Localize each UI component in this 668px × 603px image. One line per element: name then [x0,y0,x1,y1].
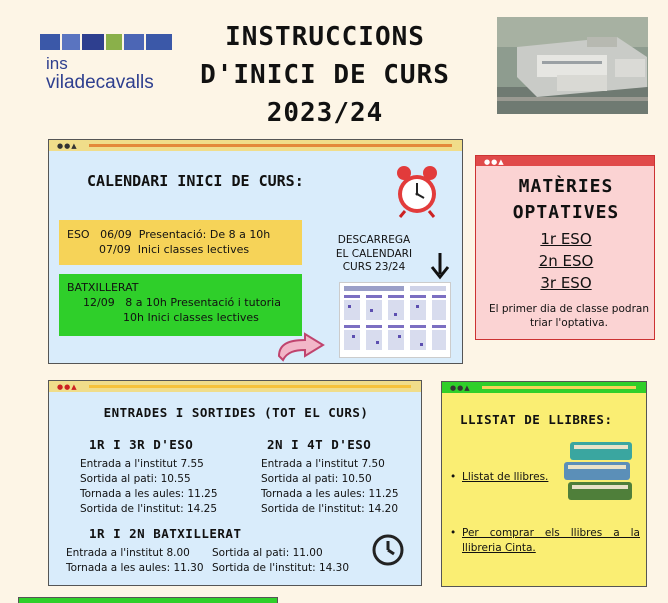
eso-date-1: 06/09 [100,228,132,241]
download-line-1: DESCARREGA [337,234,411,246]
books-buy-link[interactable]: Per comprar els llibres a la llibreria Cinta. [462,527,640,554]
group3-times-right [212,546,349,576]
group1-times [80,457,218,517]
window-dots-icon: ●●▲ [57,383,78,391]
group2-times [261,457,399,517]
calendar-panel [48,139,463,364]
batx-text-2: 10h Inici classes lectives [123,311,259,324]
books-list-item [450,470,640,485]
logo-text-ins: ins [46,54,68,73]
down-arrow-icon [429,252,451,280]
books-panel-titlebar [442,382,646,393]
eso-text-1: Presentació: De 8 a 10h [138,228,271,241]
eso-text-2: Inici classes lectives [137,243,250,256]
group1-line: Sortida de l'institut: 14.25 [80,503,218,515]
curved-arrow-icon [275,332,327,362]
download-line-3: CURS 23/24 [342,261,406,273]
batxillerat-dates-box [59,274,302,336]
optatives-link-1r-eso[interactable]: 1r ESO [540,230,592,248]
schedule-panel-titlebar [49,381,421,392]
window-dots-icon: ●●▲ [450,384,471,392]
eso-dates-box [59,220,302,265]
group3-line: Sortida de l'institut: 14.30 [212,562,350,574]
books-buy-item [450,526,640,556]
download-line-2: EL CALENDARI [335,247,413,260]
group1-line: Tornada a les aules: 11.25 [80,488,218,500]
books-title: LLISTAT DE LLIBRES: [460,412,613,427]
optatives-title-line-2: OPTATIVES [512,202,620,223]
bullet-icon: • [450,471,457,483]
group3-heading: 1R I 2N BATXILLERAT [89,526,242,541]
calendar-thumbnail-image[interactable] [339,282,451,358]
optatives-title-line-1: MATÈRIES [518,176,614,197]
partial-panel-titlebar [18,597,278,603]
title-line-2: D'INICI DE CURS [200,60,450,90]
schedule-title: ENTRADES I SORTIDES (TOT EL CURS) [103,405,369,420]
calendar-panel-titlebar [49,140,462,151]
school-logo [40,32,175,94]
eso-label: ESO [67,228,90,241]
logo-text-name: viladecavalls [46,72,154,93]
alarm-clock-icon [395,164,439,218]
window-dots-icon: ●●▲ [484,158,505,166]
eso-date-2: 07/09 [99,243,131,256]
batx-text-1: 8 a 10h Presentació i tutoria [125,296,281,309]
optatives-panel [475,155,655,340]
page-title [180,18,470,132]
group1-heading: 1R I 3R D'ESO [89,437,194,452]
books-panel [441,381,647,587]
school-building-photo [497,17,648,114]
window-dots-icon: ●●▲ [57,142,78,150]
bullet-icon: • [450,527,457,539]
group3-line: Sortida al pati: 11.00 [212,547,323,559]
optatives-panel-titlebar [476,156,654,166]
optatives-link-3r-eso[interactable]: 3r ESO [540,274,592,292]
batx-date-1: 12/09 [83,296,115,309]
group1-line: Sortida al pati: 10.55 [80,473,191,485]
group3-line: Entrada a l'institut 8.00 [66,547,190,559]
title-line-3: 2023/24 [266,98,384,128]
group2-line: Sortida al pati: 10.50 [261,473,372,485]
title-line-1: INSTRUCCIONS [225,22,425,52]
schedule-panel [48,380,422,586]
optatives-note: El primer dia de classe podran triar l'optativa. [489,303,649,329]
group2-line: Entrada a l'institut 7.50 [261,458,385,470]
books-list-link[interactable]: Llistat de llibres. [462,471,549,483]
optatives-link-2n-eso[interactable]: 2n ESO [538,252,594,270]
group3-line: Tornada a les aules: 11.30 [66,562,204,574]
download-calendar-link[interactable] [329,234,419,275]
group2-line: Tornada a les aules: 11.25 [261,488,399,500]
batx-label: BATXILLERAT [67,281,139,294]
calendar-title: CALENDARI INICI DE CURS: [87,172,304,190]
logo-blocks-icon [40,32,172,50]
group3-times-left [66,546,204,576]
group2-line: Sortida de l'institut: 14.20 [261,503,399,515]
group2-heading: 2N I 4T D'ESO [267,437,372,452]
clock-icon [371,533,405,567]
optatives-title [476,174,656,226]
group1-line: Entrada a l'institut 7.55 [80,458,204,470]
